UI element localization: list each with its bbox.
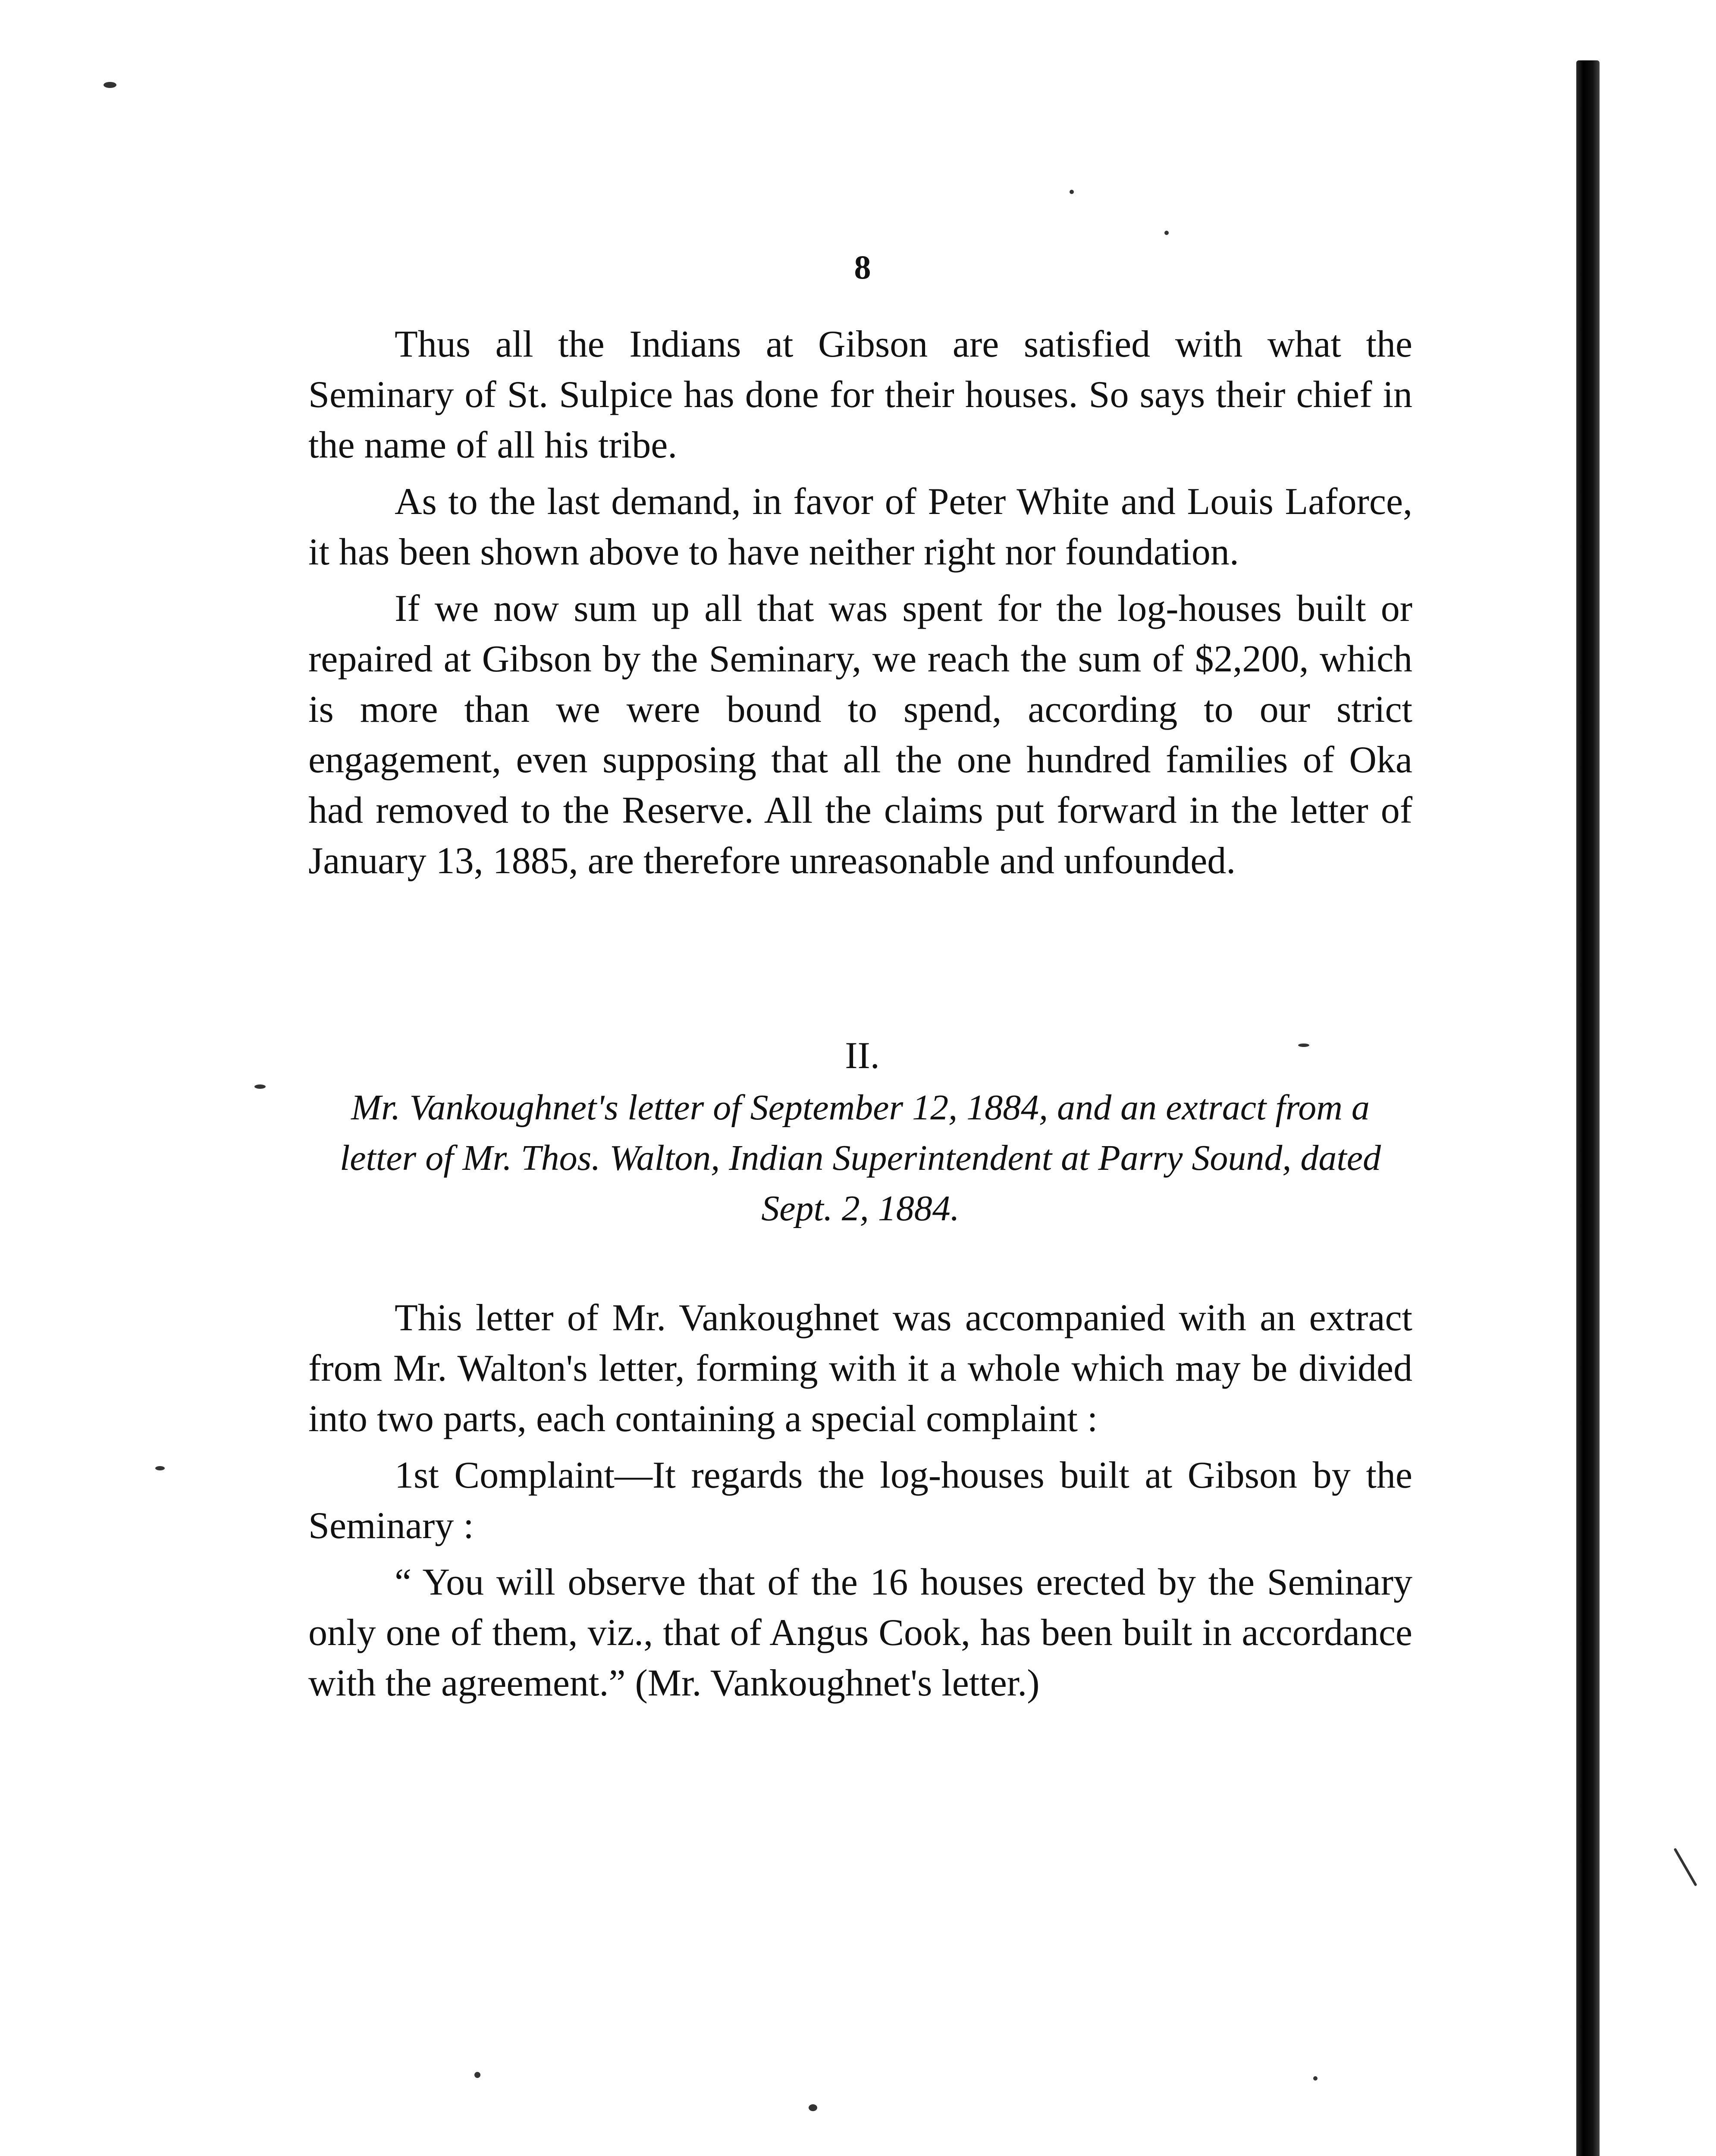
- body-text-top: [308, 319, 1412, 886]
- scan-speck: [474, 2072, 480, 2078]
- quotation-paragraph: “ You will observe that of the 16 houses erected by the Seminary only one of them, viz., that of Angus Cook, has been built in accordance with the agreement.” (Mr. Vankoughnet's letter.): [308, 1561, 1412, 1704]
- paragraph: As to the last demand, in favor of Peter White and Louis Laforce, it has been shown above to have neither right nor foundation.: [308, 481, 1412, 573]
- paragraph: If we now sum up all that was spent for the log-houses built or repaired at Gibson by the Seminary, we reach the sum of $2,200, which is more than we were bound to spend, according to our strict engagement, even supposing that all the one hundred families of Oka had removed to the Reserve. All the claims put forward in the letter of January 13, 1885, are therefore unreasonable and unfounded.: [308, 588, 1412, 882]
- section-heading: Mr. Vankoughnet's letter of September 12, 1884, and an extract from a letter of Mr. Thos. Walton, Indian Superintendent at Parry Sound, dated Sept. 2, 1884.: [339, 1087, 1381, 1228]
- body-text-bottom: [308, 1293, 1412, 1708]
- page-number: 8: [854, 248, 871, 286]
- scan-speck: [1164, 231, 1169, 235]
- scan-speck: [254, 1084, 266, 1089]
- paragraph: Thus all the Indians at Gibson are satisfied with what the Seminary of St. Sulpice has done for their houses. So says their chief in the name of all his tribe.: [308, 323, 1412, 466]
- section-numeral: II.: [845, 1035, 880, 1077]
- scan-speck: [155, 1466, 165, 1470]
- paragraph: This letter of Mr. Vankoughnet was accompanied with an extract from Mr. Walton's letter, forming with it a whole which may be divided into two parts, each containing a special complaint :: [308, 1297, 1412, 1440]
- binding-edge: [1576, 60, 1600, 2156]
- scan-speck: [1070, 190, 1074, 194]
- paragraph: 1st Complaint—It regards the log-houses built at Gibson by the Seminary :: [308, 1454, 1412, 1547]
- scan-speck: [1673, 1848, 1697, 1887]
- scan-speck: [1313, 2076, 1318, 2081]
- scan-speck: [104, 82, 116, 88]
- scan-speck: [809, 2104, 817, 2111]
